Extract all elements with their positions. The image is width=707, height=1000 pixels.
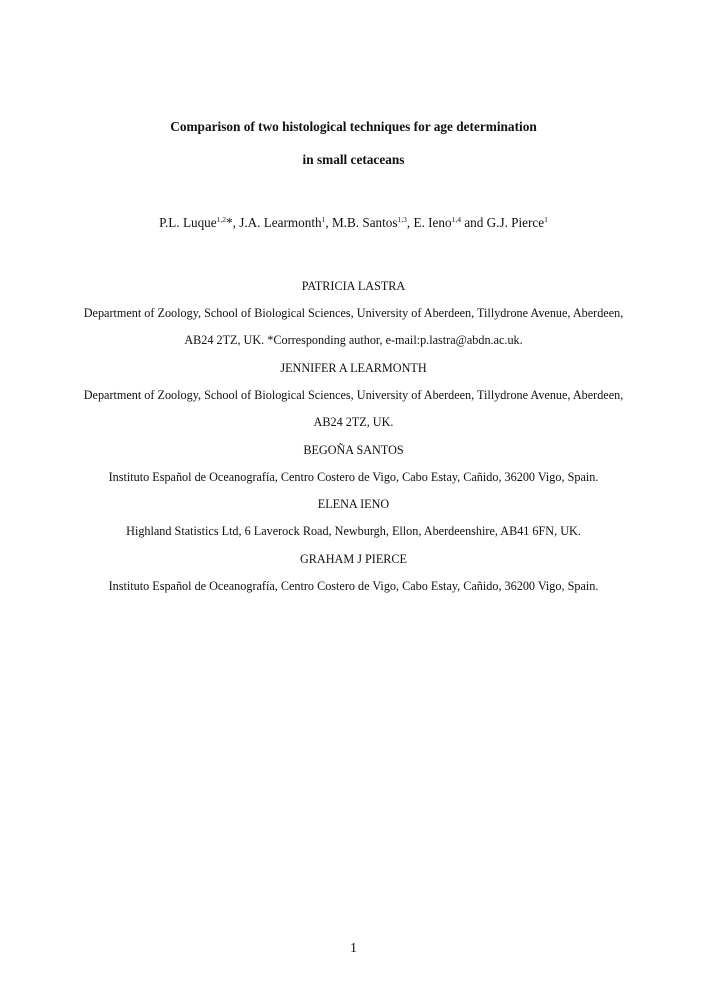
author-separator: *, [226,215,240,230]
author-name: P.L. Luque [159,215,217,230]
author-name: E. Ieno [413,215,452,230]
affiliation-address: Department of Zoology, School of Biological Sciences, University of Aberdeen, Tillydrone Avenue, Aberdeen, [83,388,624,402]
author-affiliation-marker: 1 [544,215,548,224]
author-separator: and [460,215,487,230]
page-number: 1 [350,941,357,956]
author-affiliation-marker: 1,3 [397,215,407,224]
affiliation-name: GRAHAM J PIERCE [300,552,407,566]
author-affiliation-marker: 1 [321,215,326,224]
affiliation-address: Instituto Español de Oceanografía, Centro Costero de Vigo, Cabo Estay, Cañido, 36200 Vigo, Spain. [108,470,599,484]
affiliation-address: AB24 2TZ, UK. *Corresponding author, e-mail:p.lastra@abdn.ac.uk. [184,333,523,347]
affiliation-name: ELENA IENO [317,497,390,511]
author-name: G.J. Pierce [486,215,545,230]
author-name: M.B. Santos [331,215,398,230]
author-separator: , [406,215,414,230]
affiliation-name: JENNIFER A LEARMONTH [280,361,427,375]
affiliation-name: BEGOÑA SANTOS [303,443,404,457]
affiliation-address: Highland Statistics Ltd, 6 Laverock Road, Newburgh, Ellon, Aberdeenshire, AB41 6FN, UK. [126,524,581,538]
author-affiliation-marker: 1,2 [216,215,227,224]
author-name: J.A. Learmonth [239,215,322,230]
affiliation-name: PATRICIA LASTRA [301,279,406,293]
author-affiliation-marker: 1,4 [451,215,461,224]
affiliation-address: Department of Zoology, School of Biological Sciences, University of Aberdeen, Tillydrone Avenue, Aberdeen, [83,306,624,320]
affiliation-address: AB24 2TZ, UK. [313,415,394,429]
paper-title-line-2: in small cetaceans [302,152,405,167]
affiliation-address: Instituto Español de Oceanografía, Centro Costero de Vigo, Cabo Estay, Cañido, 36200 Vigo, Spain. [108,579,599,593]
author-list [0,216,707,230]
author-separator: , [325,215,332,230]
paper-title-line-1: Comparison of two histological techniques for age determination [170,119,537,134]
